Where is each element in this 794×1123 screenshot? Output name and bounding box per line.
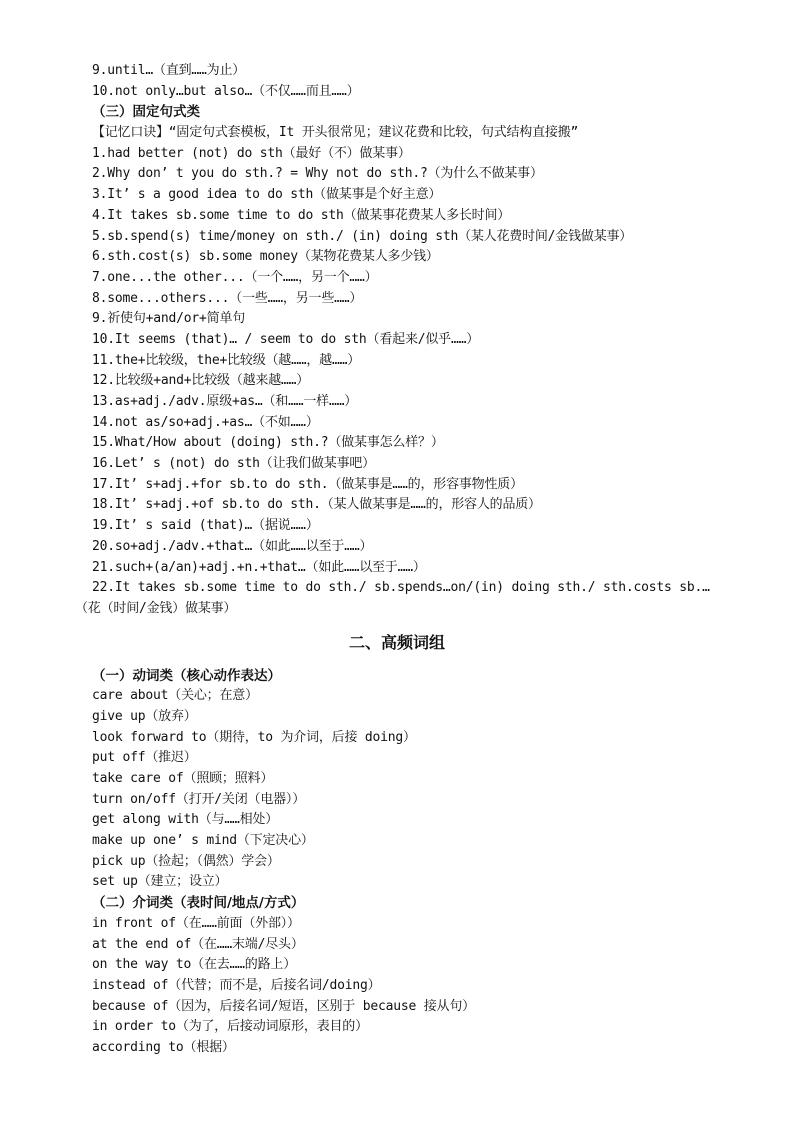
text-line: 21.such+(a/an)+adj.+n.+that…（如此……以至于……） — [92, 559, 426, 575]
text-line: 12.比较级+and+比较级（越来越……） — [92, 373, 310, 389]
text-line: 13.as+adj./adv.原级+as…（和……一样……） — [92, 394, 358, 409]
text-line: 10.not only…but also…（不仅……而且……） — [92, 83, 360, 99]
text-line: 18.It’ s+adj.+of sb.to do sth.（某人做某事是……的，形容人的品质） — [92, 497, 541, 513]
text-line: 10.It seems (that)… / seem to do sth（看起来/似乎……） — [92, 331, 480, 347]
continuation-line: （花（时间/金钱）做某事） — [75, 600, 237, 616]
text-line: give up（放弃） — [92, 708, 197, 724]
text-line: 1.had better (not) do sth（最好（不）做某事） — [92, 145, 411, 161]
text-line: set up（建立；设立） — [92, 874, 228, 890]
text-line: in order to（为了，后接动词原形，表目的） — [92, 1019, 368, 1035]
text-line: look forward to（期待，to 为介词，后接 doing） — [92, 729, 416, 745]
text-line: 20.so+adj./adv.+that…（如此……以至于……） — [92, 538, 373, 554]
text-line: instead of（代替；而不是，后接名词/doing） — [92, 977, 381, 993]
text-line: 19.It’ s said (that)…（据说……） — [92, 518, 319, 534]
text-line: 9.until…（直到……为止） — [92, 63, 246, 78]
text-line: 17.It’ s+adj.+for sb.to do sth.（做某事是……的，形容事物性质） — [92, 476, 523, 492]
text-line: 16.Let’ s (not) do sth（让我们做某事吧） — [92, 456, 375, 472]
fixed-sentence-section — [92, 61, 752, 599]
text-line: get along with（与……相处） — [92, 812, 279, 828]
text-line: according to（根据） — [92, 1039, 235, 1055]
text-line: 11.the+比较级，the+比较级（越……，越……） — [92, 352, 361, 368]
text-line: 14.not as/so+adj.+as…（不如……） — [92, 414, 319, 430]
text-line: 【记忆口诀】“固定句式套模板，It 开头很常见；建议花费和比较，句式结构直接搬” — [92, 125, 579, 141]
text-line: care about（关心；在意） — [92, 688, 258, 704]
text-line: 2.Why don’ t you do sth.? = Why not do sth.?（为什么不做某事） — [92, 166, 543, 182]
text-line: 5.sb.spend(s) time/money on sth./ (in) doing sth（某人花费时间/金钱做某事） — [92, 228, 633, 244]
text-line: 8.some...others...（一些……，另一些……） — [92, 290, 363, 306]
document-content — [75, 61, 752, 1059]
text-line: 6.sth.cost(s) sb.some money（某物花费某人多少钱） — [92, 249, 439, 265]
text-line: 22.It takes sb.some time to do sth./ sb.spends…on/(in) doing sth./ sth.costs sb.… — [92, 580, 710, 596]
text-line: put off（推迟） — [92, 750, 197, 766]
subsection-heading: （二）介词类（表时间/地点/方式） — [92, 895, 305, 912]
text-line: because of（因为，后接名词/短语，区别于 because 接从句） — [92, 998, 475, 1014]
text-line: 3.It’ s a good idea to do sth（做某事是个好主意） — [92, 187, 442, 203]
text-line: pick up（捡起；（偶然）学会） — [92, 853, 280, 869]
text-line: in front of（在……前面（外部）） — [92, 915, 300, 931]
phrase-section — [92, 666, 752, 1059]
text-line: at the end of（在……末端/尽头） — [92, 936, 304, 952]
text-line: take care of（照顾；照料） — [92, 771, 274, 786]
text-line: make up one’ s mind（下定决心） — [92, 833, 314, 849]
text-line: 7.one...the other...（一个……，另一个……） — [92, 269, 378, 285]
subsection-heading: （三）固定句式类 — [92, 104, 200, 121]
subsection-heading: （一）动词类（核心动作表达） — [92, 667, 281, 684]
text-line: turn on/off（打开/关闭（电器）） — [92, 791, 306, 807]
text-line: 4.It takes sb.some time to do sth（做某事花费某人多长时间） — [92, 207, 511, 223]
text-line: on the way to（在去……的路上） — [92, 957, 297, 973]
text-line: 15.What/How about (doing) sth.?（做某事怎么样？） — [92, 435, 444, 451]
section-heading: 二、高频词组 — [348, 632, 445, 652]
text-line: 9.祈使句+and/or+简单句 — [92, 311, 246, 327]
